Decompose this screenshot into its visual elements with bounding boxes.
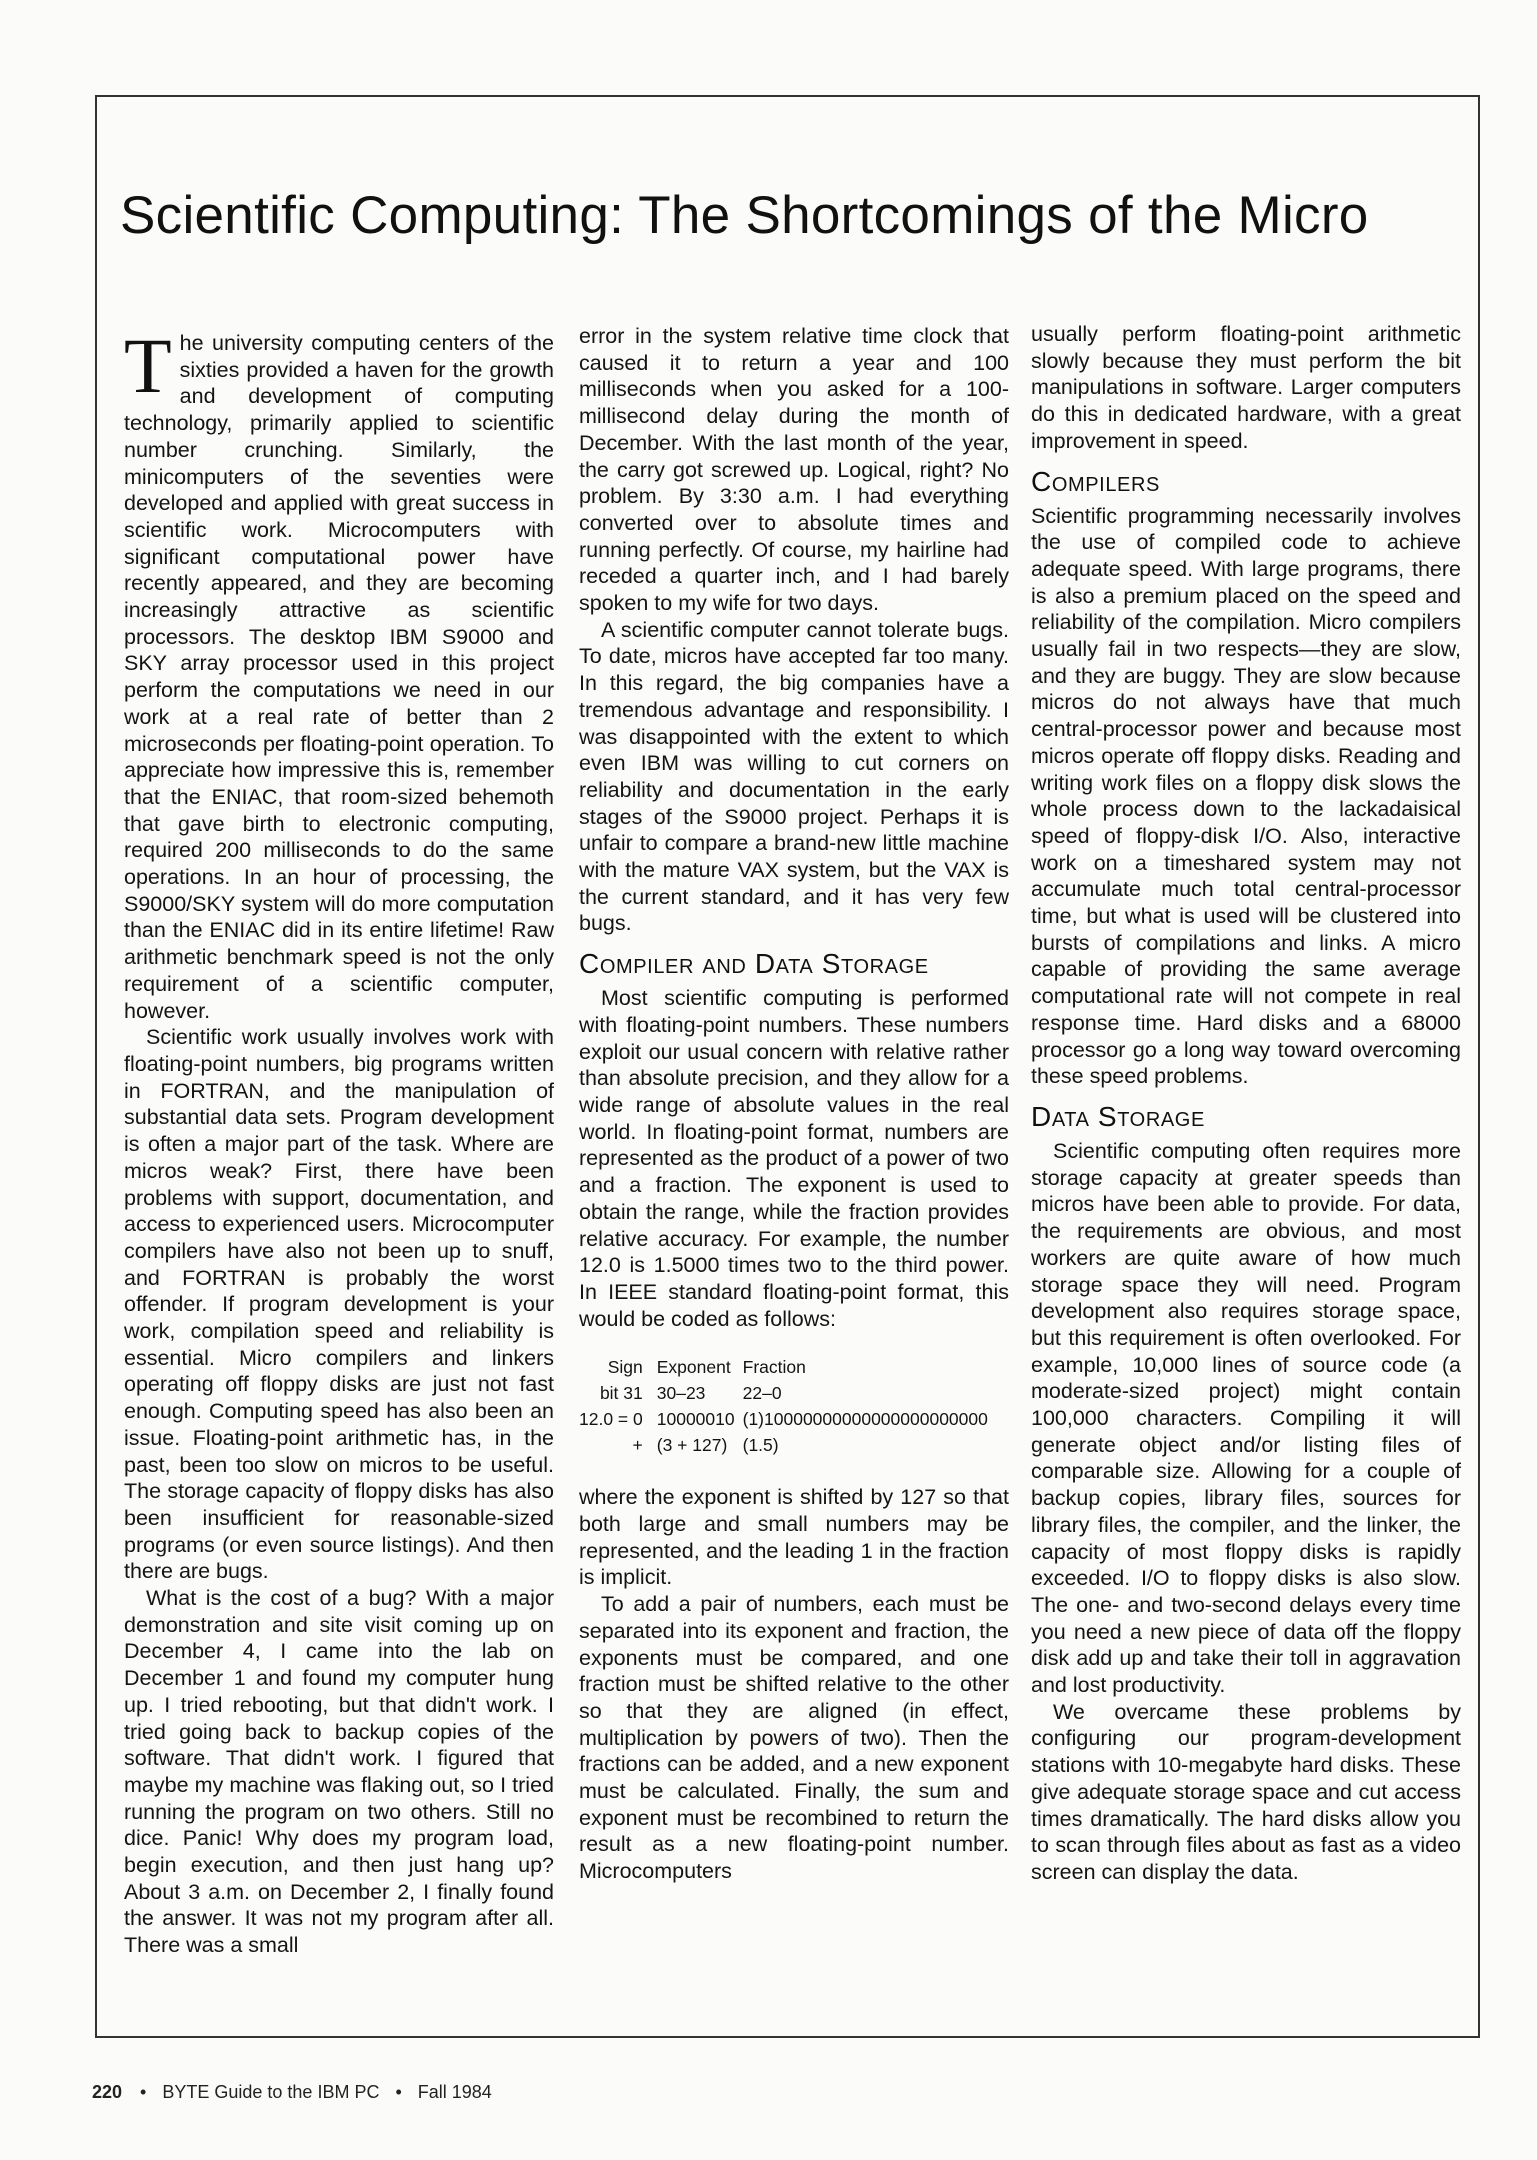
paragraph: What is the cost of a bug? With a major demonstration and site visit coming up on December 4, I came into the lab on December 1 and found my computer hung up. I tried rebooting, but that didn't work. I tried going back to backup copies of the software. That didn't work. I figured that maybe my machine was flaking out, so I tried running the program on two others. Still no dice. Panic! Why does my program load, begin execution, and then just hang up? About 3 a.m. on December 2, I finally found the answer. It was not my program after all. There was a small — [124, 1586, 554, 1958]
table-cell: (3 + 127) — [656, 1435, 728, 1456]
footer-bullet: • — [395, 2082, 402, 2102]
page-number: 220 — [92, 2082, 123, 2102]
table-cell: Fraction — [742, 1357, 806, 1378]
paragraph: To add a pair of numbers, each must be separated into its exponent and fraction, the exponents must be compared, and one fraction must be shifted relative to the other so that they are aligned (in effect, multiplication by powers of two). Then the fractions can be added, and a new exponent must be calculated. Finally, the sum and exponent must be recombined to return the result as a new floating-point number. Microcomputers — [579, 1592, 1009, 1884]
table-cell: Sign — [607, 1357, 643, 1378]
table-cell: (1.5) — [742, 1435, 779, 1456]
paragraph: We overcame these problems by configuring our program-development stations with 10-megabyte hard disks. These give adequate storage space and cut access times dramatically. The hard disks allow you to scan through files about as fast as a video screen can display the data. — [1031, 1699, 1461, 1884]
paragraph: usually perform floating-point arithmetic slowly because they must perform the bit manipulations in software. Larger computers do this in dedicated hardware, with a great improvement in speed. — [1031, 322, 1461, 453]
table-cell: + — [632, 1435, 643, 1456]
article-title: Scientific Computing: The Shortcomings of the Micro — [120, 186, 1369, 245]
paragraph: error in the system relative time clock that caused it to return a year and 100 milliseconds when you asked for a 100-millisecond delay during the month of December. With the last month of the year, the carry got screwed up. Logical, right? No problem. By 3:30 a.m. I had everything converted over to absolute times and running perfectly. Of course, my hairline had receded a quarter inch, and I had barely spoken to my wife for two days. — [579, 324, 1009, 616]
table-cell: bit 31 — [599, 1383, 643, 1404]
paragraph: A scientific computer cannot tolerate bugs. To date, micros have accepted far too many. In this regard, the big companies have a tremendous advantage and responsibility. I was disappointed with the extent to which even IBM was willing to cut corners on reliability and documentation in the early stages of the S9000 project. Perhaps it is unfair to compare a brand-new little machine with the mature VAX system, but the VAX is the current standard, and it has very few bugs. — [579, 617, 1009, 936]
table-row — [579, 1432, 996, 1458]
section-heading-data-storage: Data Storage — [1031, 1100, 1205, 1132]
table-cell: 30–23 — [656, 1383, 706, 1404]
table-cell: (1)10000000000000000000000 — [742, 1409, 988, 1430]
table-row — [579, 1354, 996, 1380]
column-3 — [1031, 321, 1461, 1886]
intro-paragraph — [124, 322, 554, 1024]
table-cell: 12.0 = 0 — [579, 1409, 643, 1430]
intro-text: he university computing centers of the sixties provided a haven for the growth and development of computing technology, primarily applied to scientific number crunching. Similarly, the minicomputers of the seventies were developed and applied with great success in scientific work. Microcomputers with significant computational power have recently appeared, and they are becoming increasingly attractive as scientific processors. The desktop IBM S9000 and SKY array processor used in this project perform the computations we need in our work at a real rate of better than 2 microseconds per floating-point operation. To appreciate how impressive this is, remember that the ENIAC, that room-sized behemoth that gave birth to electronic computing, required 200 milliseconds to do the same operations. In an hour of processing, the S9000/SKY system will do more computation than the ENIAC did in its entire lifetime! Raw arithmetic benchmark speed is not the only requirement of a scientific computer, however. — [124, 331, 554, 1023]
paragraph: where the exponent is shifted by 127 so that both large and small numbers may be represented, and the leading 1 in the fraction is implicit. — [579, 1485, 1009, 1590]
table-row — [579, 1406, 996, 1432]
table-cell: 10000010 — [656, 1409, 735, 1430]
paragraph: Scientific computing often requires more storage capacity at greater speeds than micros have been able to provide. For data, the requirements are obvious, and most workers are quite aware of how much storage space they will need. Program development also requires storage space, but this requirement is often overlooked. For example, 10,000 lines of source code (a moderate-sized project) might contain 100,000 characters. Compiling it will generate object and/or listing files of comparable size. Allowing for a couple of backup copies, library files, sources for library files, the compiler, and the linker, the capacity of most floppy disks is rapidly exceeded. I/O to floppy disks is also slow. The one- and two-second delays every time you need a new piece of data off the floppy disk add up and take their toll in aggravation and lost productivity. — [1031, 1138, 1461, 1698]
page-footer — [92, 2082, 492, 2103]
publication-name: BYTE Guide to the IBM PC — [162, 2082, 380, 2102]
paragraph: Scientific work usually involves work with floating-point numbers, big programs written in FORTRAN, and the manipulation of substantial data sets. Program development is often a major part of the task. Where are micros weak? First, there have been problems with support, documentation, and access to experienced users. Microcomputer compilers have also not been up to snuff, and FORTRAN is probably the worst offender. If program development is your work, compilation speed and reliability is essential. Micro compilers and linkers operating off floppy disks are just not fast enough. Computing speed has also been an issue. Floating-point arithmetic has, in the past, been too slow on micros to be useful. The storage capacity of floppy disks has also been insufficient for reasonable-sized programs (or even source listings). And then there are bugs. — [124, 1025, 554, 1584]
section-heading-compiler-data-storage: Compiler and Data Storage — [579, 948, 929, 980]
paragraph: Most scientific computing is performed with floating-point numbers. These numbers exploit our usual concern with relative rather than absolute precision, and they allow for a wide range of absolute values in the real world. In floating-point format, numbers are represented as the product of a power of two and a fraction. The exponent is used to obtain the range, while the fraction provides relative accuracy. For example, the number 12.0 is 1.5000 times two to the third power. In IEEE standard floating-point format, this would be coded as follows: — [579, 986, 1009, 1331]
issue-date: Fall 1984 — [417, 2082, 492, 2102]
paragraph: Scientific programming necessarily involves the use of compiled code to achieve adequate speed. With large programs, there is also a premium placed on the speed and reliability of the compilation. Micro compilers usually fail in two respects—they are slow, and they are buggy. They are slow because micros do not always have that much central-processor power and because most micros operate off floppy disks. Reading and writing work files on a floppy disk slows the whole process down to the lackadaisical speed of floppy-disk I/O. Also, interactive work on a timeshared system may not accumulate much total central-processor time, but what is used will be clustered into bursts of compilations and links. A micro capable of providing the same average computational rate will not compete in real response time. Hard disks and a 68000 processor go a long way toward overcoming these speed problems. — [1031, 503, 1461, 1089]
column-1 — [124, 322, 554, 1959]
drop-cap: T — [124, 322, 172, 409]
column-2 — [579, 323, 1009, 1885]
table-cell: Exponent — [656, 1357, 731, 1378]
section-heading-compilers: Compilers — [1031, 465, 1160, 497]
footer-bullet: • — [140, 2082, 147, 2102]
table-cell: 22–0 — [742, 1383, 782, 1404]
floating-point-format-table — [579, 1354, 996, 1458]
table-row — [579, 1380, 996, 1406]
